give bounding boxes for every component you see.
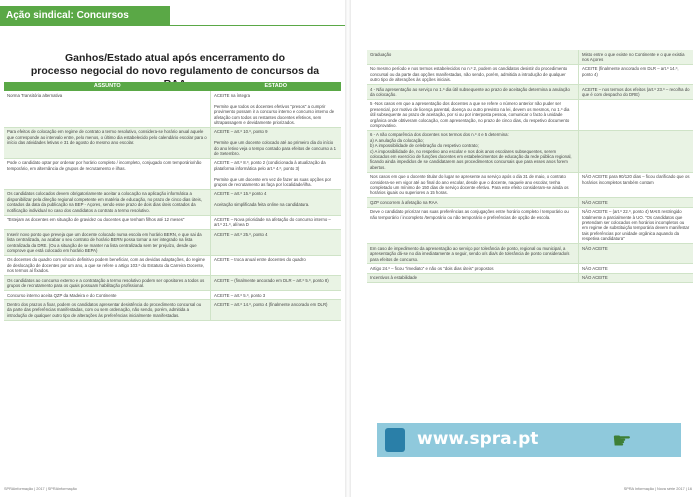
header-divider [170,25,345,26]
row-assunto: Os candidatos ao concurso externo e a contratação a termo resolutivo podem ser opositores a todos os grupos de recrutamento para os quais possuam habilitação profissional. [4,276,211,291]
header-estado: ESTADO [211,82,342,91]
right-page [351,0,696,497]
spra-banner[interactable] [377,423,681,457]
row-assunto: Os docentes do quadro com vínculo definitivo podem beneficiar, com as devidas adaptações, do regime de deslocação de docentes por um ano, a que se refere o artigo 103.º do Estatuto da Carreira Docente, nos termos aí fixados. [4,255,211,275]
row-assunto: "Estejam as docentes em situação de gravidez ou docentes que tenham filhos até 12 meses" [4,215,211,230]
table-row [4,215,341,230]
row-assunto: Nos casos em que o docente titular do lugar se apresente ao serviço após o dia 31 de maio, o contrato considera-se em vigor até ao final do ano escolar, desde que o docente, naquele ano escolar, tenha completado um mínimo de 150 dias de serviço docente efetivo. Para este efeito consideram-se ainda os horários iguais ou superiores a 15 horas. [367,172,579,198]
row-assunto: Inserir novo ponto que preveja que um docente colocado numa escola em horário BERN, e que sai da lista centralizada, ao acabar o seu contrato de horário BERN possa tornar a ser integrado na lista centralizada da DRE. (Ou a situação de se manter na lista centralizada sem ter prejuízo, desde que comprove que está colocado em horário BEPA) [4,230,211,256]
row-estado: ACEITE – art.º 14.º, ponto 4 (finalmente ancorado em DLR) [211,300,342,320]
banner-url: www.spra.pt [417,429,539,449]
footer-right: SPRA Informação | Nova série 2017 | 16 [623,487,692,491]
table-row [4,300,341,320]
row-estado: ACEITE – art.º 25.º, ponto 4 [211,230,342,256]
row-assunto: Artigo 24.º – ficou "imediato" e não os "dois dias úteis" propostos [367,264,579,273]
row-assunto: Pode o candidato optar por ordenar por horário completo / incompleto, conjugado com temporário/não temporário, em alternância de grupos de recrutamento e ilhas. [4,158,211,189]
row-assunto: 4 - Não apresentação ao serviço no 1.º dia útil subsequente ao prazo de aceitação determina a anulação da colocação. [367,85,579,100]
row-estado: ACEITE (finalmente ancorado em DLR – art.º 14.º, ponto 4) [579,64,694,84]
row-assunto: Os candidatos colocados devem obrigatoriamente aceitar a colocação na aplicação informática a disponibilizar pela direção regional competente em matéria de educação, no prazo de cinco dias úteis, contados da data da publicação na BEP - Açores, sendo esse prazo de dois dias úteis contados da notificação individual no caso dos candidatos a contrato a termo resolutivo. [4,189,211,215]
table-row [4,230,341,256]
row-assunto: Deve o candidato priorizar nas suas preferências as conjugações entre horário completo / temporário ou não temporário / incompleto /temporário ou não temporário e preferências de opção de escola. [367,207,579,243]
table-row [4,291,341,300]
row-estado: ACEITE na íntegra Permite que todos os docentes efetivos "presos" a cumprir provimento possam ir a concurso interno e concurso interno de afetação com todos os restantes docentes efetivos, sem ultrapassagem e devidamente priorizados. [211,91,342,127]
row-estado [579,99,694,130]
row-estado: NÃO ACEITE [579,198,694,207]
footer-left: SPRAinformação | 2017 | SPRAinformação [4,487,77,491]
section-title: Ação sindical: Concursos [6,10,129,21]
title-line-1: Ganhos/Estado atual após encerramento do [65,52,285,64]
row-assunto: Dentro dos prazos a fixar, podem os candidatos apresentar desistência do procedimento concursal ou da parte das preferências manifestadas, com ou sem ordenação, não sendo, porém, admitida a introdução de qualquer outro tipo de alterações às preferências inicialmente manifestadas. [4,300,211,320]
row-assunto: 5 -Nos casos em que a apresentação dos docentes a que se refere o número anterior não puder ser presencial, por motivo de licença parental, doença ou outro previsto na lei, devem os mesmos, no 1.º dia útil subsequente ao prazo de aceitação, por si ou por interposta pessoa, comunicar o facto à unidade orgânica onde obtiveram colocação, com apresentação, no prazo de cinco dias, do respetivo documento comprovativo. [367,99,579,130]
row-estado: ACEITE – art.º 8.º, ponto 2 (condicionada à atualização da plataforma informática pelo art.º 4.º, ponto 3) Permite que um docente em vez de fazer as suas opções por grupos de recrutamento as faça por localidade/ilha. [211,158,342,189]
right-table [367,50,693,283]
row-estado: NÃO ACEITE [579,264,694,273]
row-estado: ACEITE – art.º 15.º ponto 4 Aceitação simplificada feita online na candidatura. [211,189,342,215]
title-line-2: processo negocial do novo regulamento de concursos da [30,65,320,77]
table-row [367,264,693,273]
cursor-hand-icon: ☛ [612,428,632,453]
table-row [367,85,693,100]
table-row [4,158,341,189]
row-estado: ACEITE – art.º 10.º, ponto 9 Permite que um docente colocado até ao primeiro dia do início do ano letivo veja o tempo contado para efeitos de concurso a 1 de Setembro. [211,127,342,158]
left-table [4,82,341,321]
table-row [4,127,341,158]
row-assunto: No mesmo período e nos termos estabelecidos no n.º 2, podem os candidatos desistir do procedimento concursal ou da parte das opções manifestadas, não sendo, porém, admitida a introdução de qualquer outro tipo de alterações às opções iniciais. [367,64,579,84]
row-assunto: Norma Transitória alternativa [4,91,211,127]
row-estado: NÃO ACEITE [579,244,694,264]
row-assunto: Em caso de impedimento da apresentação ao serviço por tolerância de ponto, regional ou municipal, a apresentação dá-se no dia imediatamente a seguir, sendo o/s dia/s de tolerância de ponto considerado/s para efeitos de concurso. [367,244,579,264]
table-row [367,99,693,130]
table-row [4,276,341,291]
row-assunto: QZP concorrem à afetação na RAA [367,198,579,207]
table-row [367,207,693,243]
row-estado: ACEITE – Nova prioridade na afetação do concurso interno – art.º 21.º, alínea D [211,215,342,230]
row-estado: NÃO ACEITE – (art.º 22.º, ponto 4) MAIS restringido totalmente a parcialmente à UO. "Os candidatos que pretendam ser colocados em horários incompletos ou em regime de substituição temporária devem manifestar tais preferências por unidade orgânica aquando da respetiva candidatura" [579,207,694,243]
row-estado: NÃO ACEITE para 90/120 dias – ficou clarificado que os horários incompletos também contam [579,172,694,198]
row-estado: ACEITE – art.º 5.º, ponto 3 [211,291,342,300]
row-estado: Misto entre o que existe no Continente e o que existia nos Açores [579,50,694,64]
row-assunto: Concurso interno aceita QZP da Madeira e do Continente [4,291,211,300]
row-assunto: Incentivos à estabilidade [367,273,579,282]
table-row [367,273,693,282]
row-estado: ACEITE – nos termos dos efeitos (art.º 23.º – recolha do que é com despacho do DRE) [579,85,694,100]
table-row [367,50,693,64]
row-estado: NÃO ACEITE [579,273,694,282]
spra-logo [385,428,405,452]
left-page [0,0,345,497]
row-assunto: Graduação [367,50,579,64]
table-row [367,244,693,264]
table-row [4,189,341,215]
table-row [367,130,693,172]
row-assunto: Para efeitos de colocação em regime de contrato a termo resolutivo, considera-se horário anual aquele que corresponde ao intervalo entre, pelo menos, o último dia estabelecido pelo calendário escolar para o início das atividades letivas e 31 de agosto do mesmo ano escolar. [4,127,211,158]
table-row [4,91,341,127]
table-row [367,64,693,84]
header-assunto: ASSUNTO [4,82,211,91]
row-estado: ACEITE – troca anual entre docentes do quadro [211,255,342,275]
section-header [0,6,170,26]
table-row [367,172,693,198]
row-assunto: 6 - A não comparência dos docentes nos termos dos n.º 4 e 5 determina: a) A anulação da colocação; b) A impossibilidade de celebração do respetivo contrato; c) A impossibilidade de, no respetivo ano escolar e nos dois anos escolares subsequentes, serem colocados em exercício de funções docentes em estabelecimentos de educação da rede pública regional, ficando ainda impedidos de se candidatarem aos procedimentos concursais que para esses anos forem abertos. [367,130,579,172]
row-estado [579,130,694,172]
table-row [4,255,341,275]
row-estado: ACEITE – (finalmente ancorado em DLR – art.º 5.º, ponto 8) [211,276,342,291]
table-row [367,198,693,207]
